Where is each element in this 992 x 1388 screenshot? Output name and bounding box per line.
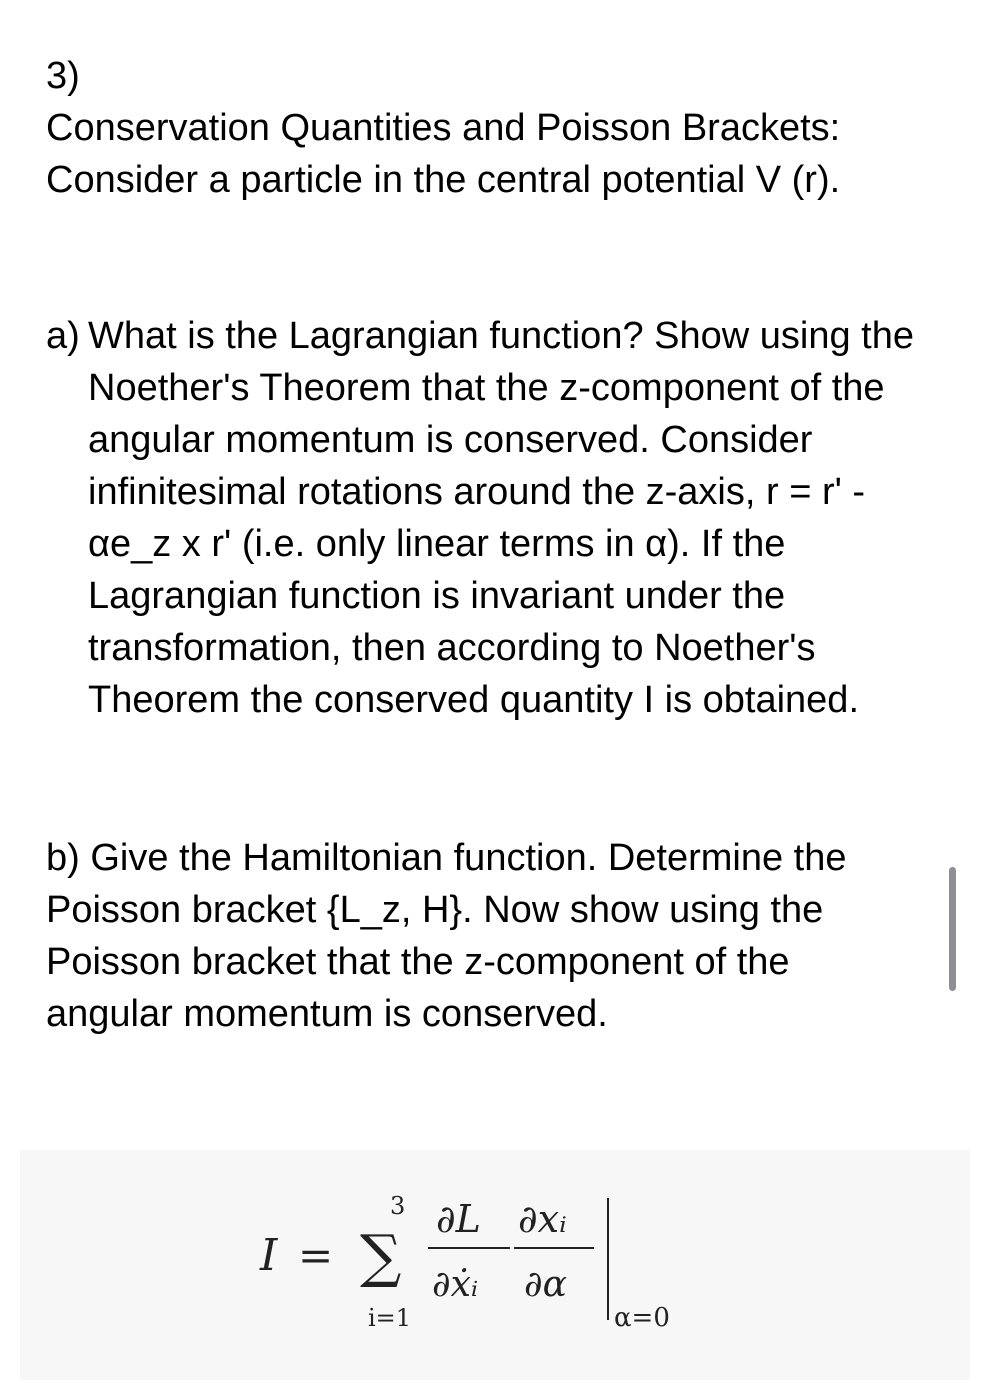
eval-subscript: α=0 [614,1303,670,1333]
part-a [46,310,916,726]
formula-equals: = [298,1231,334,1280]
formula-lhs: I [260,1230,278,1281]
noether-formula [20,1150,970,1380]
sum-lower-limit: i=1 [368,1304,412,1332]
frac2-numerator: ∂xᵢ [518,1197,567,1241]
sum-symbol: ∑ [360,1222,402,1290]
part-a-text: What is the Lagrangian function? Show using the Noether's Theorem that the z-component of the angular momentum is conserved. Consider infinitesimal rotations around the z-axis, r = r' - αe_z x r' (i.e. only linear terms in α). If the Lagrangian function is invariant under the transformation, then according to Noether's Theorem the conserved quantity I is obtained. [88,315,914,721]
formula-image [20,1150,970,1380]
frac1-denominator: ∂ẋᵢ [432,1264,479,1305]
frac2-denominator: ∂α [524,1264,567,1305]
sum-upper-limit: 3 [390,1192,406,1220]
scrollbar[interactable] [949,867,956,991]
part-b-text: b) Give the Hamiltonian function. Determine the Poisson bracket {L_z, H}. Now show using the Poisson bracket that the z-component of the angular momentum is conserved. [46,837,847,1035]
frac1-numerator: ∂L [436,1197,481,1241]
part-a-label: a) [46,315,80,357]
question-intro: Conservation Quantities and Poisson Brackets: Consider a particle in the central potential V (r). [46,107,841,201]
question-number: 3) [46,55,80,97]
